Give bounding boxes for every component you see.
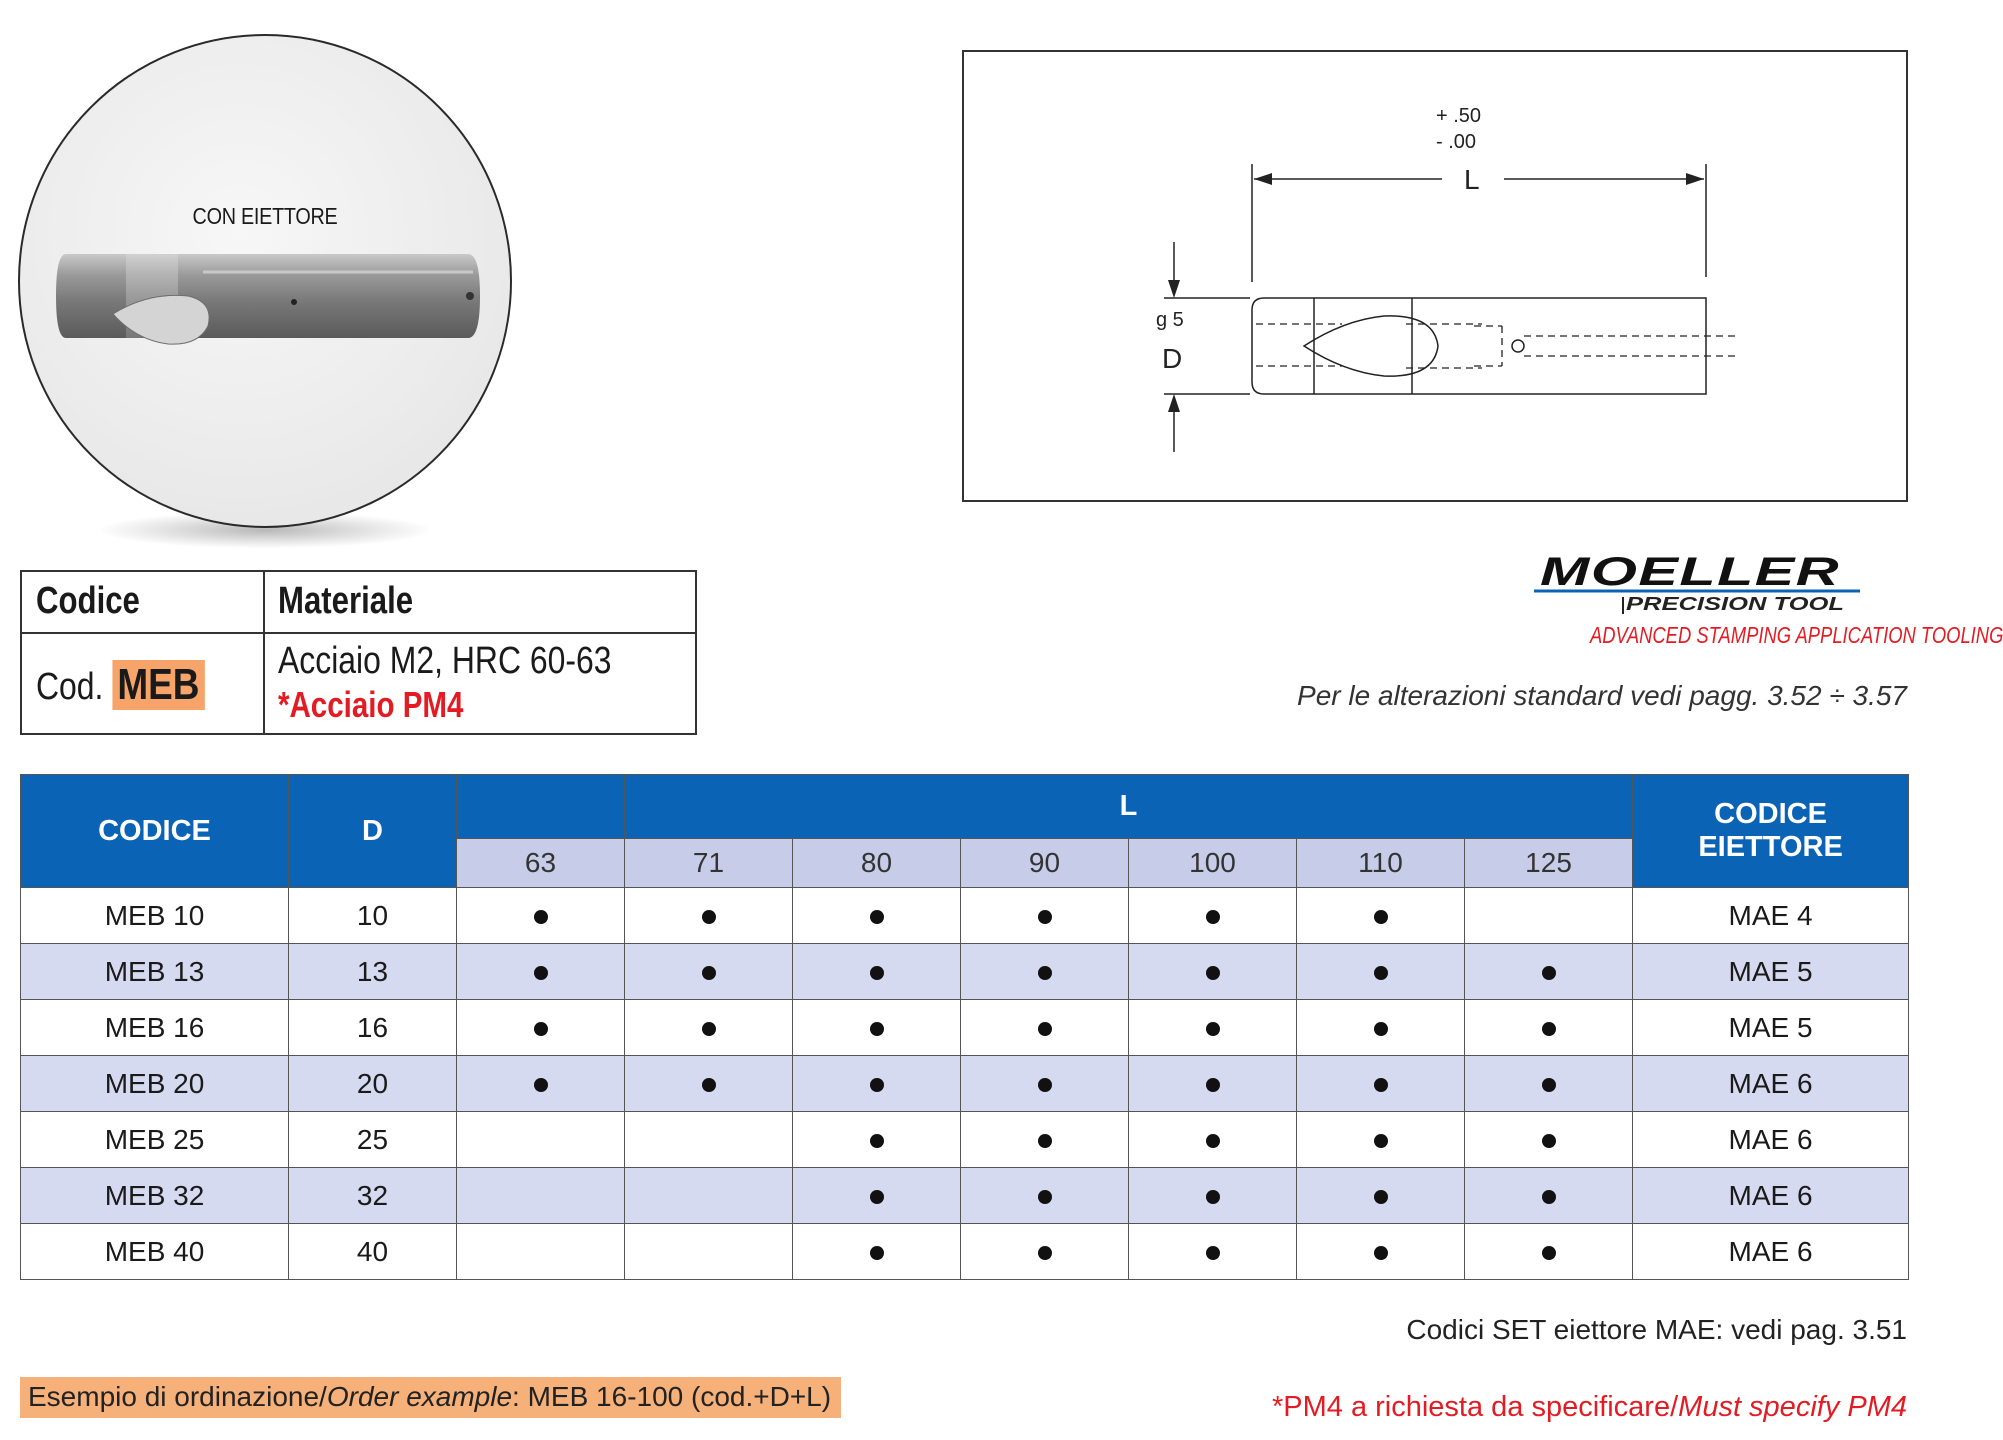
available-dot-icon xyxy=(1542,1022,1556,1036)
cell-availability xyxy=(961,888,1129,944)
cell-availability xyxy=(793,1112,961,1168)
cell-availability xyxy=(1297,1000,1465,1056)
fit-label: g 5 xyxy=(1156,309,1184,331)
cell-availability xyxy=(961,944,1129,1000)
cell-availability xyxy=(1129,1000,1297,1056)
cell-availability xyxy=(1129,888,1297,944)
cell-availability xyxy=(1297,888,1465,944)
available-dot-icon xyxy=(702,966,716,980)
available-dot-icon xyxy=(1374,1134,1388,1148)
available-dot-icon xyxy=(1038,1246,1052,1260)
cell-availability xyxy=(1129,1056,1297,1112)
cell-availability xyxy=(1465,944,1633,1000)
length-header: 110 xyxy=(1297,839,1465,888)
cell-availability xyxy=(457,944,625,1000)
length-header: 71 xyxy=(625,839,793,888)
cell-availability xyxy=(457,1224,625,1280)
length-header: 125 xyxy=(1465,839,1633,888)
table-body xyxy=(21,888,1909,1280)
table-row xyxy=(21,944,1909,1000)
cell-code: MEB 25 xyxy=(21,1112,289,1168)
cell-availability xyxy=(793,1000,961,1056)
available-dot-icon xyxy=(1542,1246,1556,1260)
cell-availability xyxy=(1465,1000,1633,1056)
available-dot-icon xyxy=(1038,1134,1052,1148)
available-dot-icon xyxy=(870,1022,884,1036)
order-label-it: Esempio di ordinazione/ xyxy=(28,1381,327,1412)
available-dot-icon xyxy=(702,1022,716,1036)
cell-ejector: MAE 6 xyxy=(1633,1056,1909,1112)
available-dot-icon xyxy=(1038,966,1052,980)
ejector-header-line2: EIETTORE xyxy=(1698,831,1843,863)
cell-ejector: MAE 6 xyxy=(1633,1112,1909,1168)
material-line-2: *Acciaio PM4 xyxy=(278,684,464,725)
cell-availability xyxy=(1129,944,1297,1000)
pm4-note-en: Must specify PM4 xyxy=(1678,1391,1907,1423)
pm4-note xyxy=(1100,1391,1907,1424)
cell-availability xyxy=(1465,1112,1633,1168)
cell-availability xyxy=(793,1224,961,1280)
available-dot-icon xyxy=(1038,1078,1052,1092)
available-dot-icon xyxy=(534,1022,548,1036)
table-row xyxy=(21,1000,1909,1056)
col-header-ejector xyxy=(1633,775,1909,888)
cell-availability xyxy=(625,1112,793,1168)
length-header: 90 xyxy=(961,839,1129,888)
available-dot-icon xyxy=(1374,1190,1388,1204)
code-cell xyxy=(36,660,205,710)
available-dot-icon xyxy=(1206,966,1220,980)
available-dot-icon xyxy=(1542,966,1556,980)
code-header: Codice xyxy=(36,580,140,622)
col-header-code: CODICE xyxy=(21,775,289,888)
alterations-note: Per le alterazioni standard vedi pagg. 3.52 ÷ 3.57 xyxy=(1297,680,1907,711)
cell-availability xyxy=(1129,1168,1297,1224)
product-table xyxy=(20,774,1909,1280)
cell-availability xyxy=(961,1000,1129,1056)
available-dot-icon xyxy=(702,910,716,924)
cell-availability xyxy=(457,1056,625,1112)
available-dot-icon xyxy=(1542,1190,1556,1204)
cell-availability xyxy=(793,1056,961,1112)
available-dot-icon xyxy=(870,1190,884,1204)
cell-d: 20 xyxy=(289,1056,457,1112)
available-dot-icon xyxy=(1038,910,1052,924)
available-dot-icon xyxy=(1206,1022,1220,1036)
cell-d: 40 xyxy=(289,1224,457,1280)
cell-availability xyxy=(625,944,793,1000)
code-highlight: MEB xyxy=(112,660,204,710)
available-dot-icon xyxy=(702,1078,716,1092)
tol-plus-text: + .50 xyxy=(1436,105,1482,127)
available-dot-icon xyxy=(1206,1246,1220,1260)
cell-availability xyxy=(457,1112,625,1168)
cell-code: MEB 20 xyxy=(21,1056,289,1112)
cell-availability xyxy=(793,944,961,1000)
table-row xyxy=(21,1112,1909,1168)
ejector-set-note: Codici SET eiettore MAE: vedi pag. 3.51 xyxy=(1406,1314,1907,1345)
cell-availability xyxy=(1297,1112,1465,1168)
cell-ejector: MAE 5 xyxy=(1633,944,1909,1000)
tol-minus-text: - .00 xyxy=(1436,131,1477,153)
cell-availability xyxy=(1129,1112,1297,1168)
logo-brand: MOELLER xyxy=(1540,550,1840,594)
cell-availability xyxy=(457,1168,625,1224)
cell-ejector: MAE 4 xyxy=(1633,888,1909,944)
photo-caption: CON EIETTORE xyxy=(192,203,338,229)
cell-d: 16 xyxy=(289,1000,457,1056)
logo-mark xyxy=(1530,550,1900,630)
available-dot-icon xyxy=(870,1246,884,1260)
cell-ejector: MAE 6 xyxy=(1633,1168,1909,1224)
cell-availability xyxy=(961,1168,1129,1224)
length-label: L xyxy=(1464,164,1480,195)
cell-availability xyxy=(1297,1224,1465,1280)
available-dot-icon xyxy=(1542,1078,1556,1092)
available-dot-icon xyxy=(870,966,884,980)
material-box-divider xyxy=(263,572,265,733)
available-dot-icon xyxy=(1206,910,1220,924)
col-header-d: D xyxy=(289,775,457,888)
cell-d: 13 xyxy=(289,944,457,1000)
cell-availability xyxy=(1465,1224,1633,1280)
available-dot-icon xyxy=(1374,1022,1388,1036)
drawing-svg xyxy=(964,52,1906,500)
material-line-1: Acciaio M2, HRC 60-63 xyxy=(278,640,612,682)
punch-illustration xyxy=(18,34,512,528)
material-box xyxy=(20,570,697,735)
cell-availability xyxy=(1465,1168,1633,1224)
cell-availability xyxy=(961,1224,1129,1280)
logo-subtitle: PRECISION TOOL xyxy=(1626,594,1844,614)
table-row xyxy=(21,888,1909,944)
cell-availability xyxy=(1465,888,1633,944)
cell-code: MEB 32 xyxy=(21,1168,289,1224)
cell-code: MEB 13 xyxy=(21,944,289,1000)
available-dot-icon xyxy=(534,966,548,980)
cell-availability xyxy=(625,888,793,944)
diameter-label: D xyxy=(1162,343,1183,374)
cell-availability xyxy=(793,888,961,944)
cell-ejector: MAE 6 xyxy=(1633,1224,1909,1280)
cell-availability xyxy=(1297,1056,1465,1112)
cell-ejector: MAE 5 xyxy=(1633,1000,1909,1056)
cell-availability xyxy=(625,1056,793,1112)
pm4-note-it: *PM4 a richiesta da specificare/ xyxy=(1271,1391,1679,1423)
cell-availability xyxy=(1465,1056,1633,1112)
available-dot-icon xyxy=(1374,1078,1388,1092)
available-dot-icon xyxy=(1374,966,1388,980)
cell-availability xyxy=(961,1112,1129,1168)
cell-availability xyxy=(961,1056,1129,1112)
available-dot-icon xyxy=(870,1134,884,1148)
available-dot-icon xyxy=(1206,1078,1220,1092)
cell-d: 32 xyxy=(289,1168,457,1224)
available-dot-icon xyxy=(1206,1134,1220,1148)
available-dot-icon xyxy=(870,1078,884,1092)
table-row xyxy=(21,1168,1909,1224)
length-header: 80 xyxy=(793,839,961,888)
table-row xyxy=(21,1056,1909,1112)
cell-code: MEB 16 xyxy=(21,1000,289,1056)
ejector-header-line1: CODICE xyxy=(1714,798,1827,830)
order-example xyxy=(20,1377,841,1418)
col-header-l: L xyxy=(625,775,1633,839)
order-value: : MEB 16-100 (cod.+D+L) xyxy=(512,1381,832,1412)
cell-availability xyxy=(625,1224,793,1280)
available-dot-icon xyxy=(1374,910,1388,924)
technical-drawing xyxy=(962,50,1908,502)
available-dot-icon xyxy=(534,1078,548,1092)
available-dot-icon xyxy=(1038,1190,1052,1204)
length-header: 63 xyxy=(457,839,625,888)
length-header: 100 xyxy=(1129,839,1297,888)
cell-availability xyxy=(625,1000,793,1056)
cell-availability xyxy=(1297,944,1465,1000)
order-label-en: Order example xyxy=(326,1381,513,1412)
cell-availability xyxy=(457,888,625,944)
col-header-blank xyxy=(457,775,625,839)
available-dot-icon xyxy=(1374,1246,1388,1260)
available-dot-icon xyxy=(1206,1190,1220,1204)
available-dot-icon xyxy=(1038,1022,1052,1036)
logo-tagline: ADVANCED STAMPING APPLICATION TOOLING xyxy=(1590,622,2003,648)
available-dot-icon xyxy=(870,910,884,924)
cell-availability xyxy=(1129,1224,1297,1280)
table-row xyxy=(21,1224,1909,1280)
cell-availability xyxy=(793,1168,961,1224)
available-dot-icon xyxy=(534,910,548,924)
cell-d: 25 xyxy=(289,1112,457,1168)
cell-code: MEB 10 xyxy=(21,888,289,944)
cell-availability xyxy=(457,1000,625,1056)
code-prefix: Cod. xyxy=(36,666,104,708)
cell-availability xyxy=(1297,1168,1465,1224)
available-dot-icon xyxy=(1542,1134,1556,1148)
cell-code: MEB 40 xyxy=(21,1224,289,1280)
material-header: Materiale xyxy=(278,580,414,622)
material-box-separator xyxy=(22,632,695,634)
cell-d: 10 xyxy=(289,888,457,944)
product-photo xyxy=(18,34,512,528)
cell-availability xyxy=(625,1168,793,1224)
